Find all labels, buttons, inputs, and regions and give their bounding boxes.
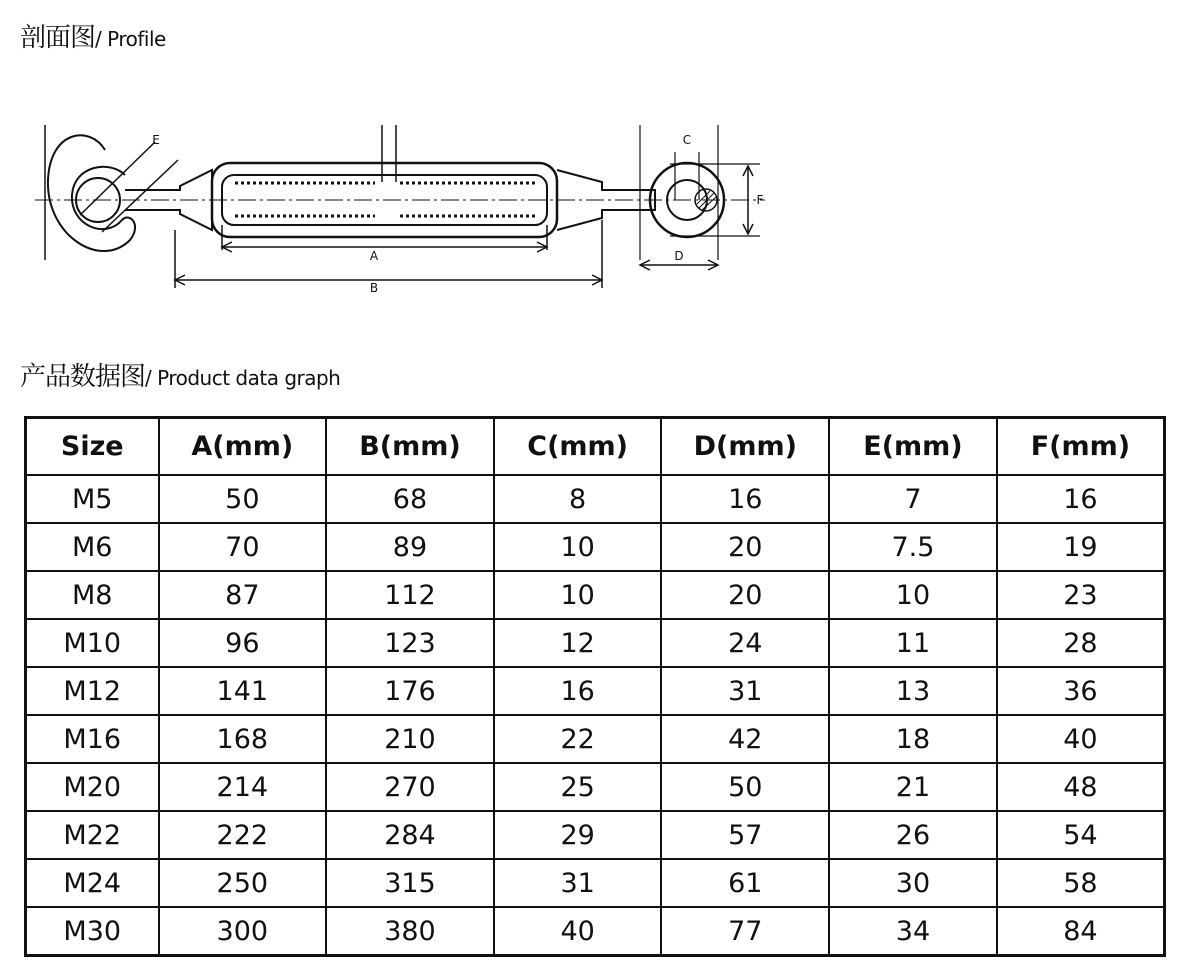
cell-b: 284 (326, 811, 494, 859)
header-size: Size (26, 418, 159, 476)
label-a: A (369, 249, 379, 263)
cell-c: 31 (494, 859, 662, 907)
table-row (26, 715, 1165, 763)
cell-d: 16 (661, 475, 829, 523)
cell-a: 222 (159, 811, 327, 859)
turnbuckle-body (212, 125, 557, 237)
profile-heading (20, 25, 166, 51)
cell-b: 210 (326, 715, 494, 763)
cell-c: 22 (494, 715, 662, 763)
cell-e: 13 (829, 667, 997, 715)
data-heading-en: / Product data graph (145, 366, 341, 390)
cell-b: 380 (326, 907, 494, 956)
eye-end (557, 125, 760, 260)
cell-b: 68 (326, 475, 494, 523)
label-b: B (369, 281, 379, 295)
cell-b: 89 (326, 523, 494, 571)
cell-c: 29 (494, 811, 662, 859)
table-row (26, 763, 1165, 811)
cell-d: 20 (661, 571, 829, 619)
cell-d: 77 (661, 907, 829, 956)
header-f: F(mm) (997, 418, 1165, 476)
cell-c: 25 (494, 763, 662, 811)
table-row (26, 859, 1165, 907)
cell-f: 16 (997, 475, 1165, 523)
cell-a: 214 (159, 763, 327, 811)
header-b: B(mm) (326, 418, 494, 476)
cell-d: 31 (661, 667, 829, 715)
cell-c: 10 (494, 571, 662, 619)
cell-size: M20 (26, 763, 159, 811)
dimension-a (222, 225, 547, 252)
cell-a: 87 (159, 571, 327, 619)
table-row (26, 475, 1165, 523)
header-e: E(mm) (829, 418, 997, 476)
cell-e: 21 (829, 763, 997, 811)
header-a: A(mm) (159, 418, 327, 476)
label-c: C (682, 133, 692, 147)
header-d: D(mm) (661, 418, 829, 476)
cell-a: 300 (159, 907, 327, 956)
cell-e: 30 (829, 859, 997, 907)
cell-c: 40 (494, 907, 662, 956)
cell-d: 20 (661, 523, 829, 571)
profile-heading-cn: 剖面图 (20, 23, 96, 53)
cell-d: 24 (661, 619, 829, 667)
cell-e: 18 (829, 715, 997, 763)
table-row (26, 811, 1165, 859)
cell-size: M8 (26, 571, 159, 619)
cell-b: 270 (326, 763, 494, 811)
cell-c: 12 (494, 619, 662, 667)
cell-f: 48 (997, 763, 1165, 811)
cell-b: 112 (326, 571, 494, 619)
cell-a: 96 (159, 619, 327, 667)
cell-e: 34 (829, 907, 997, 956)
cell-size: M16 (26, 715, 159, 763)
profile-heading-en: / Profile (95, 27, 166, 51)
cell-f: 19 (997, 523, 1165, 571)
label-d: D (674, 249, 684, 263)
data-heading-cn: 产品数据图 (20, 362, 146, 392)
cell-size: M12 (26, 667, 159, 715)
cell-a: 168 (159, 715, 327, 763)
turnbuckle-profile-diagram (30, 120, 770, 300)
cell-b: 315 (326, 859, 494, 907)
table-row (26, 667, 1165, 715)
cell-d: 42 (661, 715, 829, 763)
table-row (26, 907, 1165, 956)
cell-size: M10 (26, 619, 159, 667)
cell-b: 123 (326, 619, 494, 667)
table-row (26, 571, 1165, 619)
table-row (26, 523, 1165, 571)
hook-end (45, 125, 212, 260)
cell-e: 10 (829, 571, 997, 619)
cell-c: 10 (494, 523, 662, 571)
cell-f: 23 (997, 571, 1165, 619)
cell-f: 84 (997, 907, 1165, 956)
cell-d: 57 (661, 811, 829, 859)
label-f: F (756, 193, 764, 207)
cell-d: 50 (661, 763, 829, 811)
header-c: C(mm) (494, 418, 662, 476)
cell-size: M30 (26, 907, 159, 956)
cell-f: 54 (997, 811, 1165, 859)
cell-f: 58 (997, 859, 1165, 907)
cell-e: 7 (829, 475, 997, 523)
product-data-table (24, 416, 1166, 957)
cell-f: 40 (997, 715, 1165, 763)
cell-a: 141 (159, 667, 327, 715)
cell-f: 28 (997, 619, 1165, 667)
table-header-row (26, 418, 1165, 476)
cell-e: 11 (829, 619, 997, 667)
cell-c: 8 (494, 475, 662, 523)
cell-a: 250 (159, 859, 327, 907)
cell-f: 36 (997, 667, 1165, 715)
cell-a: 70 (159, 523, 327, 571)
label-e: E (152, 133, 160, 147)
cell-c: 16 (494, 667, 662, 715)
table-body (26, 475, 1165, 956)
cell-b: 176 (326, 667, 494, 715)
cell-d: 61 (661, 859, 829, 907)
cell-a: 50 (159, 475, 327, 523)
data-heading (20, 364, 340, 390)
cell-size: M22 (26, 811, 159, 859)
cell-size: M6 (26, 523, 159, 571)
table-row (26, 619, 1165, 667)
cell-size: M5 (26, 475, 159, 523)
cell-size: M24 (26, 859, 159, 907)
cell-e: 26 (829, 811, 997, 859)
cell-e: 7.5 (829, 523, 997, 571)
dimension-b (175, 220, 602, 288)
